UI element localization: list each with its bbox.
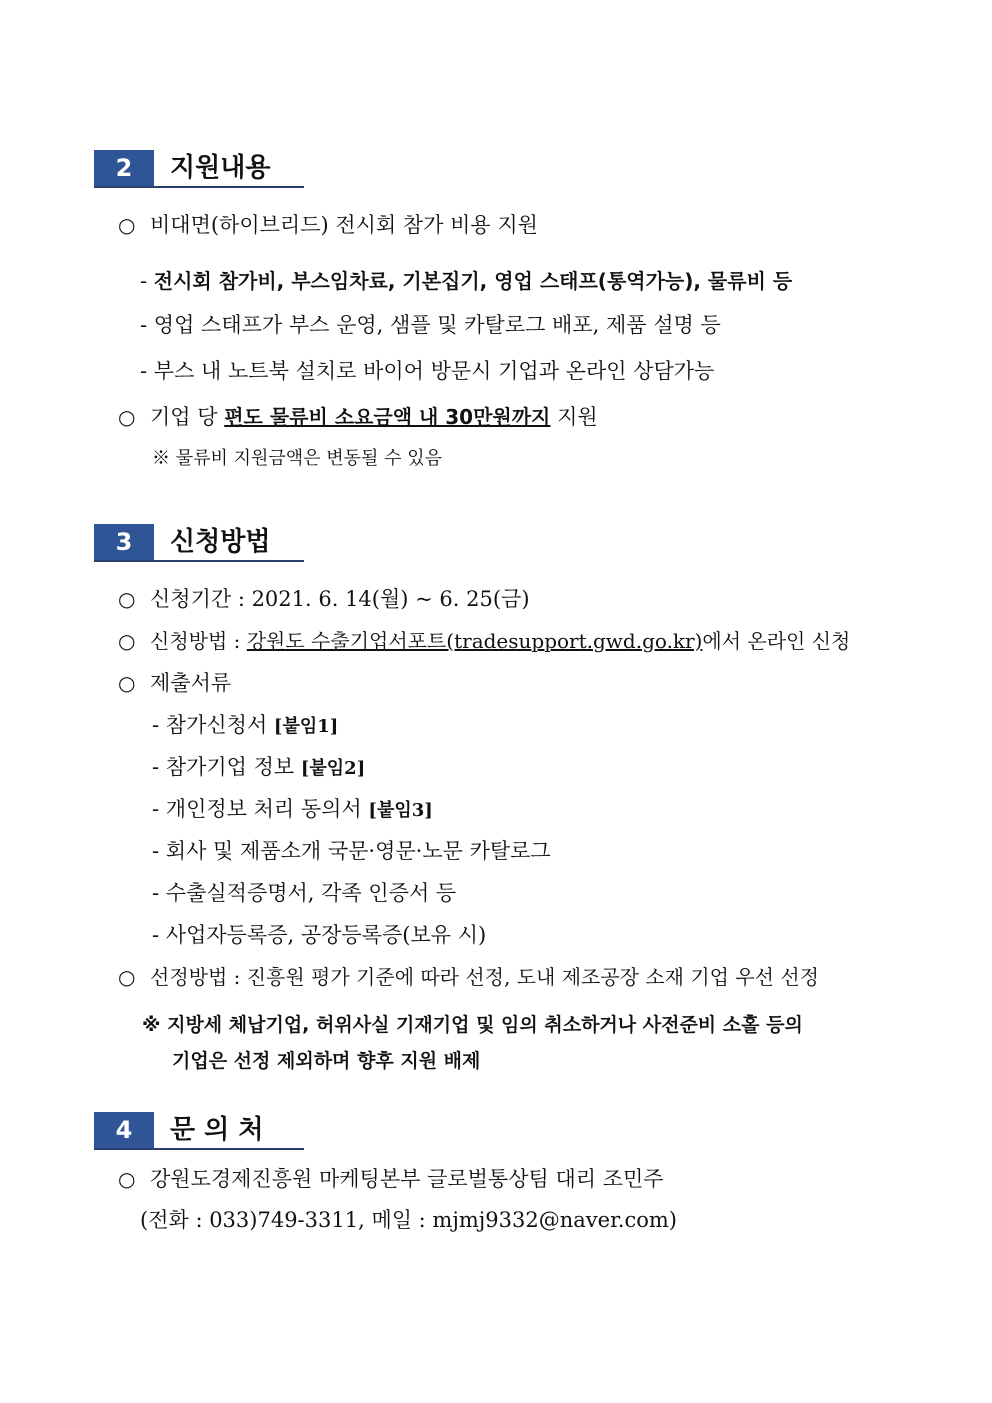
doc-item-6	[152, 920, 486, 950]
section-number: 3	[94, 524, 154, 560]
doc-item-2-tag: [붙임2]	[300, 758, 366, 779]
apply-method	[150, 626, 850, 656]
doc-item-3-tag: [붙임3]	[368, 800, 433, 821]
doc-item-6-text: 사업자등록증, 공장등록증(보유 시)	[165, 923, 487, 947]
docs-label: 제출서류	[150, 671, 232, 695]
support-item-2	[150, 402, 598, 432]
circle-bullet-icon: ○	[118, 213, 136, 237]
support-item-2-pre: 기업 당	[150, 405, 225, 429]
support-sub-2-text: 영업 스태프가 부스 운영, 샘플 및 카탈로그 배포, 제품 설명 등	[153, 313, 721, 337]
section-2-header	[94, 150, 304, 188]
selection-method: 선정방법 : 진흥원 평가 기준에 따라 선정, 도내 제조공장 소재 기업 우선 선정	[150, 965, 819, 989]
doc-item-4	[152, 836, 551, 866]
support-sub-1-text: 전시회 참가비, 부스임차료, 기본집기, 영업 스태프(통역가능), 물류비 등	[153, 269, 793, 293]
dash: -	[140, 359, 148, 383]
dash: -	[152, 881, 160, 905]
section-title: 지원내용	[170, 153, 271, 183]
doc-item-5-text: 수출실적증명서, 각족 인증서 등	[165, 881, 457, 905]
apply-method-pre: 신청방법 :	[150, 629, 247, 653]
dash: -	[152, 713, 160, 737]
contact-info: (전화 : 033)749-3311, 메일 : mjmj9332@naver.com)	[140, 1208, 677, 1232]
section-4-header	[94, 1112, 304, 1150]
doc-item-3	[152, 794, 433, 826]
doc-item-1-tag: [붙임1]	[273, 716, 339, 737]
support-sub-3	[140, 356, 714, 386]
dash: -	[152, 923, 160, 947]
support-item-1: 비대면(하이브리드) 전시회 참가 비용 지원	[150, 213, 538, 237]
circle-bullet-icon: ○	[118, 587, 136, 611]
circle-bullet-icon: ○	[118, 629, 136, 653]
doc-item-2	[152, 752, 365, 784]
section-title: 신청방법	[170, 527, 271, 557]
apply-site-link[interactable]: 강원도 수출기업서포트(tradesupport.gwd.go.kr)	[246, 629, 703, 653]
dash: -	[140, 269, 148, 293]
circle-bullet-icon: ○	[118, 405, 136, 429]
apply-method-post: 에서 온라인 신청	[702, 629, 851, 653]
doc-item-1	[152, 710, 338, 742]
doc-item-3-text: 개인정보 처리 동의서	[165, 797, 362, 821]
support-sub-2	[140, 310, 721, 340]
warning-line-1: ※ 지방세 체납기업, 허위사실 기재기업 및 임의 취소하거나 사전준비 소홀 등의	[142, 1014, 803, 1036]
circle-bullet-icon: ○	[118, 1167, 136, 1191]
section-3-header	[94, 524, 304, 562]
circle-bullet-icon: ○	[118, 671, 136, 695]
apply-period: 신청기간 : 2021. 6. 14(월) ~ 6. 25(금)	[150, 587, 530, 611]
section-number: 4	[94, 1112, 154, 1148]
contact-person: 강원도경제진흥원 마케팅본부 글로벌통상팀 대리 조민주	[150, 1167, 664, 1191]
warning-line-2: 기업은 선정 제외하며 향후 지원 배제	[172, 1050, 481, 1072]
support-item-2-post: 지원	[550, 405, 598, 429]
section-number: 2	[94, 150, 154, 186]
dash: -	[140, 313, 148, 337]
support-item-2-highlight: 편도 물류비 소요금액 내 30만원까지	[224, 405, 551, 429]
dash: -	[152, 839, 160, 863]
support-sub-1	[140, 266, 792, 296]
support-sub-3-text: 부스 내 노트북 설치로 바이어 방문시 기업과 온라인 상담가능	[153, 359, 715, 383]
support-note: ※ 물류비 지원금액은 변동될 수 있음	[152, 448, 443, 469]
dash: -	[152, 755, 160, 779]
section-title: 문 의 처	[170, 1115, 264, 1145]
doc-item-2-text: 참가기업 정보	[165, 755, 295, 779]
circle-bullet-icon: ○	[118, 965, 136, 989]
doc-item-1-text: 참가신청서	[165, 713, 268, 737]
doc-item-5	[152, 878, 456, 908]
doc-item-4-text: 회사 및 제품소개 국문·영문·노문 카탈로그	[165, 839, 551, 863]
dash: -	[152, 797, 160, 821]
